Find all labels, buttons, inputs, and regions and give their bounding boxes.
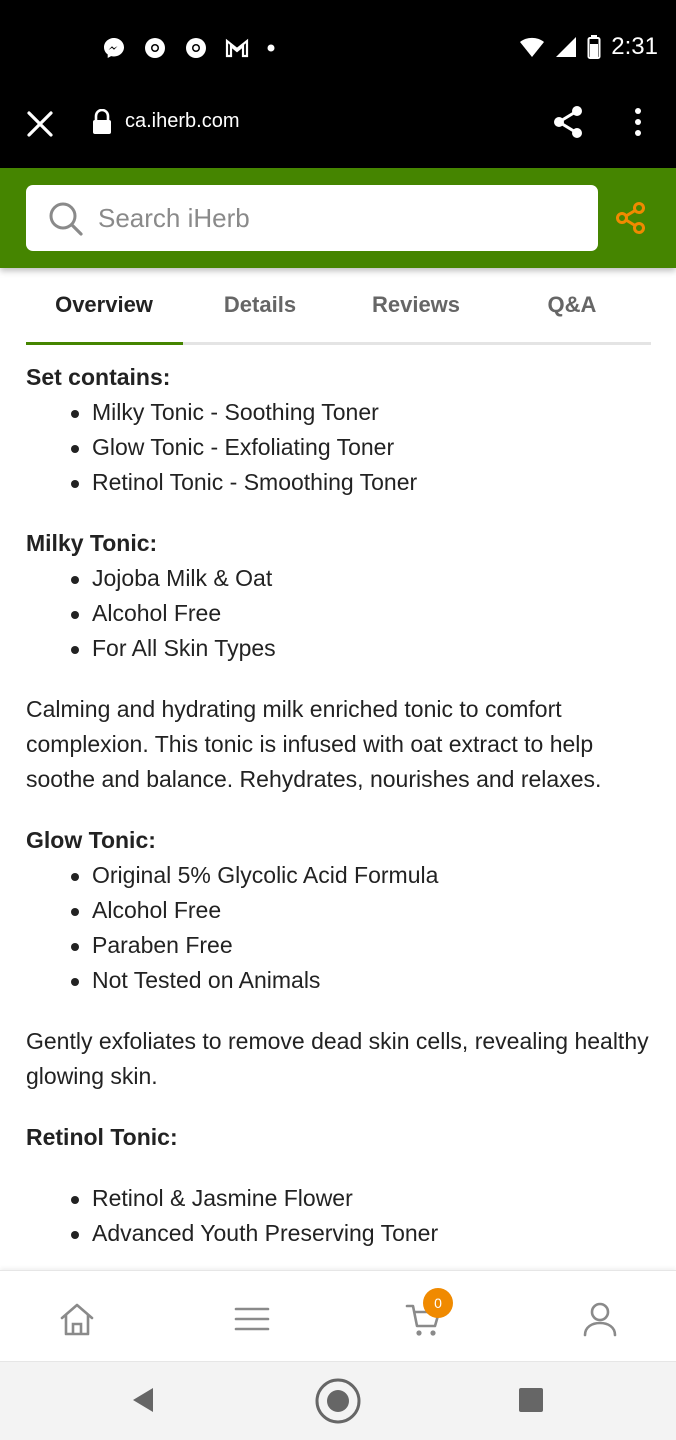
list-item: Milky Tonic - Soothing Toner	[71, 395, 656, 430]
bottom-nav	[0, 1270, 676, 1362]
share-icon[interactable]	[550, 104, 586, 140]
dot-icon	[266, 43, 276, 53]
system-icons	[519, 33, 658, 61]
list-item: Retinol & Jasmine Flower	[71, 1181, 656, 1216]
lock-icon	[92, 109, 112, 135]
section-title: Set contains:	[26, 364, 171, 390]
bullet-list	[71, 561, 656, 666]
chrome-icon	[184, 36, 208, 60]
search-header	[0, 168, 676, 268]
close-icon[interactable]	[24, 108, 56, 140]
url-text[interactable]: ca.iherb.com	[125, 110, 240, 132]
share-icon[interactable]	[615, 202, 647, 234]
notification-icons	[102, 36, 276, 60]
bullet-list	[71, 395, 656, 500]
description-paragraph: Calming and hydrating milk enriched tonic to comfort complexion. This tonic is infused with oat extract to help soothe and balance. Rehydrates, nourishes and relaxes.	[26, 696, 602, 792]
list-item: Retinol Tonic - Smoothing Toner	[71, 465, 656, 500]
system-nav-bar	[0, 1362, 676, 1440]
cart-count-badge: 0	[423, 1288, 453, 1318]
signal-icon	[555, 36, 577, 58]
browser-toolbar	[0, 98, 676, 168]
list-item: Alcohol Free	[71, 893, 656, 928]
product-tabs	[26, 268, 651, 345]
back-icon[interactable]	[129, 1386, 157, 1414]
status-bar	[0, 0, 676, 98]
list-item: Not Tested on Animals	[71, 963, 656, 998]
home-icon[interactable]	[57, 1299, 97, 1339]
bullet-list	[71, 1181, 656, 1251]
wifi-icon	[519, 36, 545, 58]
section-title: Milky Tonic:	[26, 530, 158, 556]
chrome-icon	[143, 36, 167, 60]
tab-details[interactable]: Details	[223, 292, 297, 317]
status-time: 2:31	[611, 33, 658, 60]
tab-qa[interactable]: Q&A	[547, 292, 597, 317]
list-item: Original 5% Glycolic Acid Formula	[71, 858, 656, 893]
list-item: Alcohol Free	[71, 596, 656, 631]
list-item: Jojoba Milk & Oat	[71, 561, 656, 596]
tab-overview[interactable]: Overview	[26, 268, 182, 342]
section-title: Retinol Tonic:	[26, 1124, 178, 1150]
home-button-icon[interactable]	[314, 1377, 362, 1425]
search-icon	[48, 201, 84, 237]
list-item: For All Skin Types	[71, 631, 656, 666]
search-box[interactable]	[26, 185, 598, 251]
battery-icon	[587, 35, 601, 59]
gmail-icon	[225, 38, 249, 58]
list-item: Advanced Youth Preserving Toner	[71, 1216, 656, 1251]
more-vert-icon[interactable]	[630, 106, 646, 138]
list-item: Paraben Free	[71, 928, 656, 963]
tab-reviews[interactable]: Reviews	[371, 292, 461, 317]
description-paragraph: Gently exfoliates to remove dead skin cells, revealing healthy glowing skin.	[26, 1028, 649, 1089]
search-input[interactable]	[98, 185, 578, 251]
overview-content	[26, 360, 656, 1251]
bullet-list	[71, 858, 656, 998]
section-title: Glow Tonic:	[26, 827, 156, 853]
messenger-icon	[102, 36, 126, 60]
list-item: Glow Tonic - Exfoliating Toner	[71, 430, 656, 465]
account-icon[interactable]	[580, 1299, 620, 1339]
recents-icon[interactable]	[518, 1387, 544, 1413]
menu-icon[interactable]	[232, 1299, 272, 1339]
